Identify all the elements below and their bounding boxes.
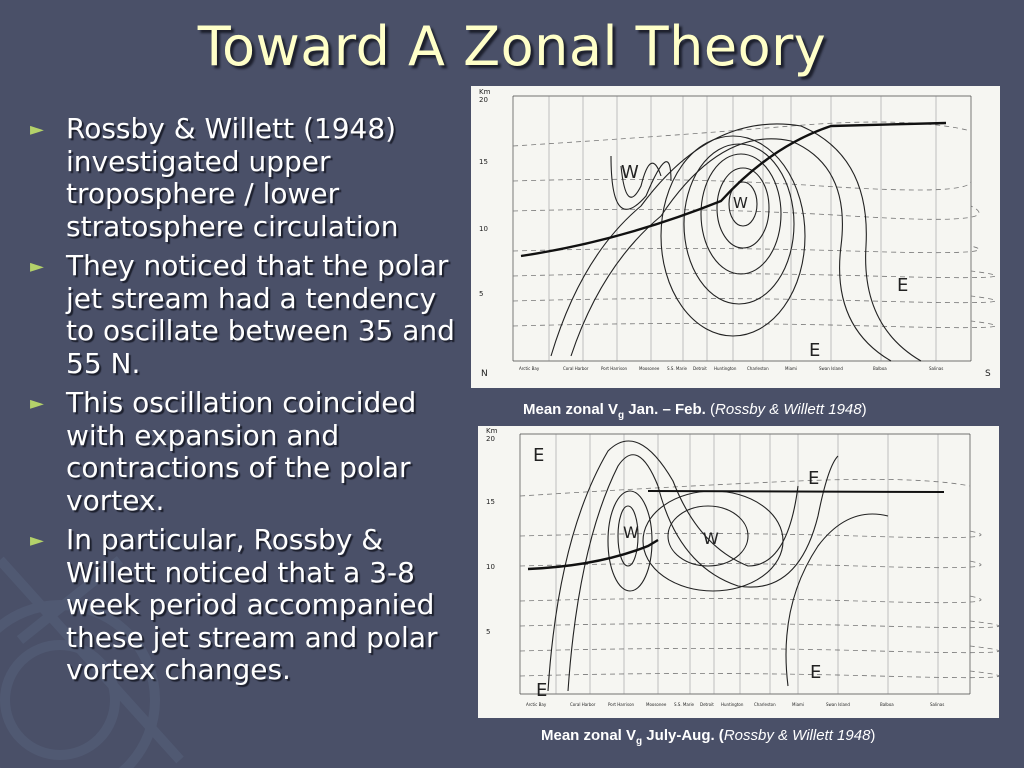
station-label: Charleston	[754, 702, 776, 707]
station-label: Huntington	[714, 366, 737, 371]
station-label: Swan Island	[826, 702, 850, 707]
axis-unit-label: Km	[479, 88, 491, 96]
bullet-text: Rossby & Willett (1948) investigated upper troposphere / lower stratosphere circulation	[66, 112, 399, 243]
easterly-label: E	[809, 340, 821, 361]
station-label: Moosonee	[639, 366, 660, 371]
station-label: Port Harrison	[608, 702, 635, 707]
cross-section-image-jul-aug	[478, 426, 999, 718]
bullet-text: This oscillation coincided with expansion and contractions of the polar vortex.	[66, 386, 417, 517]
easterly-label: E	[810, 662, 822, 683]
figure-caption-jul-aug: Mean zonal $V_g$ July-Aug. (Rossby & Willett 1948)	[541, 727, 876, 747]
caption-main: Mean zonal V	[541, 727, 637, 744]
axis-tick-label: 5	[486, 628, 491, 636]
caption-period: July-Aug. (	[642, 727, 724, 744]
caption-citation: Rossby & Willett 1948	[715, 401, 862, 418]
station-label: Moosonee	[646, 702, 667, 707]
westerly-label: W	[621, 162, 639, 183]
station-label: Coral Harbor	[563, 366, 589, 371]
axis-tick-label: 10	[479, 225, 488, 233]
slide-title: Toward A Zonal Theory	[197, 15, 827, 78]
cross-section-image-jan-feb	[471, 86, 1000, 388]
westerly-label: W	[703, 529, 719, 548]
westerly-label: W	[733, 194, 748, 212]
station-label: Detroit	[693, 366, 707, 371]
bullet-arrow-icon: ►	[30, 119, 44, 140]
axis-tick-label: 15	[479, 158, 488, 166]
north-label: N	[481, 369, 488, 379]
bullet-text: They noticed that the polar jet stream had a tendency to oscillate between 35 and 55 N.	[66, 249, 455, 380]
station-label: Detroit	[700, 702, 714, 707]
easterly-label: E	[533, 445, 545, 466]
caption-main: Mean zonal V	[523, 401, 619, 418]
station-label: Salinas	[930, 702, 945, 707]
station-label: S.S. Marie	[667, 366, 688, 371]
caption-citation: Rossby & Willett 1948	[723, 727, 871, 744]
station-label: Charleston	[747, 366, 769, 371]
bullet-list	[30, 113, 470, 694]
westerly-label: W	[623, 523, 639, 542]
station-label: Balboa	[873, 366, 887, 371]
bullet-item	[30, 113, 470, 243]
easterly-label: E	[897, 275, 909, 296]
bullet-arrow-icon: ►	[30, 393, 44, 414]
axis-unit-label: Km	[486, 427, 498, 435]
axis-top-value: 20	[479, 96, 488, 104]
axis-tick-label: 15	[486, 498, 495, 506]
station-label: S.S. Marie	[674, 702, 695, 707]
bullet-arrow-icon: ►	[30, 256, 44, 277]
bullet-arrow-icon: ►	[30, 530, 44, 551]
axis-top-value: 20	[486, 435, 495, 443]
station-label: Swan Island	[819, 366, 843, 371]
figure-caption-jan-feb: Mean zonal $V_g$ Jan. – Feb. (Rossby & Willett 1948)	[523, 401, 867, 421]
cross-section-figure-jul-aug	[478, 426, 999, 718]
station-label: Salinas	[929, 366, 944, 371]
station-label: Coral Harbor	[570, 702, 596, 707]
station-label: Huntington	[721, 702, 744, 707]
easterly-label: E	[536, 680, 548, 701]
station-label: Balboa	[880, 702, 894, 707]
station-label: Port Harrison	[601, 366, 628, 371]
caption-subscript: g	[618, 410, 625, 421]
caption-subscript: g	[636, 736, 643, 747]
bullet-text: In particular, Rossby & Willett noticed that a 3-8 week period accompanied these jet stream and polar vortex changes.	[66, 523, 438, 686]
axis-tick-label: 5	[479, 290, 484, 298]
easterly-label: E	[808, 468, 820, 489]
bullet-item	[30, 524, 470, 687]
bullet-item	[30, 250, 470, 380]
bullet-item	[30, 387, 470, 517]
caption-period: Jan. – Feb.	[624, 401, 711, 418]
station-label: Miami	[785, 366, 798, 371]
station-label: Arctic Bay	[526, 702, 547, 707]
station-label: Miami	[792, 702, 805, 707]
cross-section-figure-jan-feb	[471, 86, 1000, 388]
axis-tick-label: 10	[486, 563, 495, 571]
south-label: S	[985, 369, 991, 379]
station-label: Arctic Bay	[519, 366, 540, 371]
